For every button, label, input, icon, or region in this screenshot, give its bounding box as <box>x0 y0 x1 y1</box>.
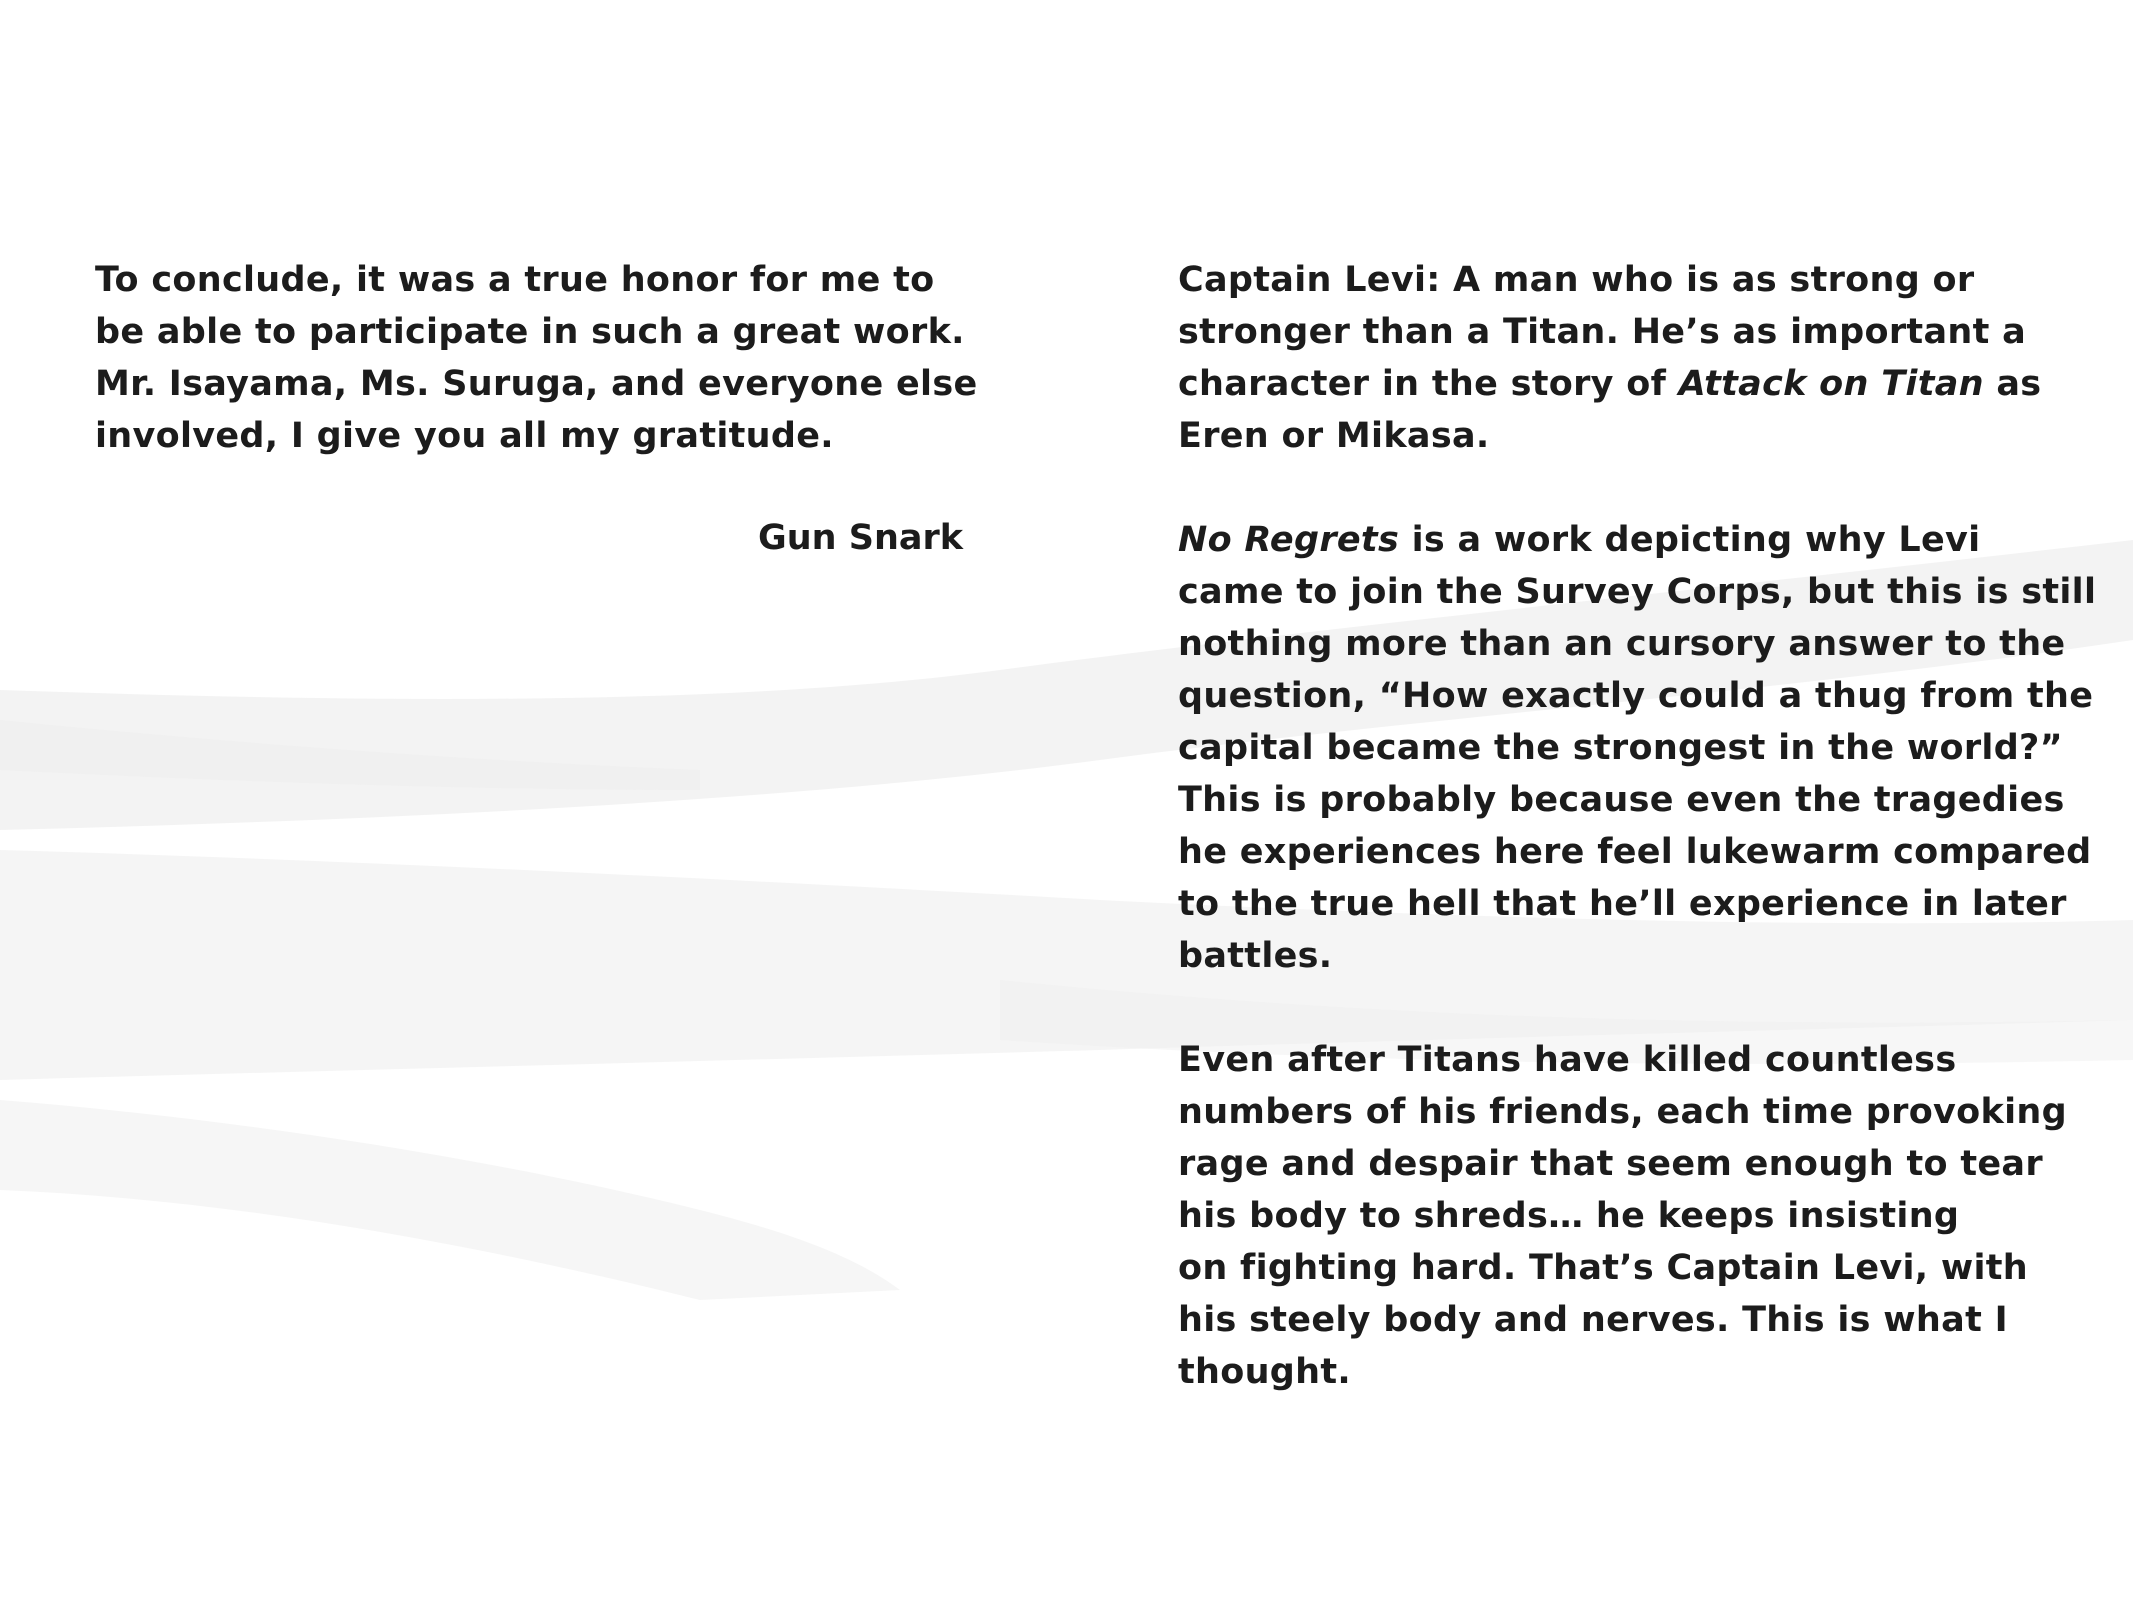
conclusion-paragraph <box>95 254 995 462</box>
text-line: nothing more than an cursory answer to the <box>1178 624 2066 664</box>
text-segment: is a work depicting why Levi <box>1399 520 1981 560</box>
left-column <box>95 254 995 462</box>
text-line: his body to shreds… he keeps insisting <box>1178 1196 1960 1236</box>
text-line <box>1178 358 2098 410</box>
text-line: Captain Levi: A man who is as strong or <box>1178 260 1975 300</box>
text-line: he experiences here feel lukewarm compared <box>1178 832 2092 872</box>
text-line: Even after Titans have killed countless <box>1178 1040 1957 1080</box>
text-line: rage and despair that seem enough to tear <box>1178 1144 2043 1184</box>
text-line: thought. <box>1178 1352 1352 1392</box>
text-line: This is probably because even the tragedies <box>1178 780 2065 820</box>
text-line: numbers of his friends, each time provoking <box>1178 1092 2067 1132</box>
no-regrets-paragraph <box>1178 514 2098 982</box>
text-line <box>1178 514 2098 566</box>
text-line: involved, I give you all my gratitude. <box>95 416 834 456</box>
text-line: on fighting hard. That’s Captain Levi, with <box>1178 1248 2029 1288</box>
text-line: his steely body and nerves. This is what I <box>1178 1300 2008 1340</box>
paragraph-gap <box>1178 982 2098 1034</box>
series-title: Attack on Titan <box>1678 364 1984 404</box>
text-line: Eren or Mikasa. <box>1178 416 1490 456</box>
text-line: battles. <box>1178 936 1333 976</box>
text-line: To conclude, it was a true honor for me to <box>95 260 935 300</box>
author-signature: Gun Snark <box>758 518 964 558</box>
paragraph-gap <box>1178 462 2098 514</box>
text-line: question, “How exactly could a thug from the <box>1178 676 2094 716</box>
right-column <box>1178 254 2098 1398</box>
text-line: to the true hell that he’ll experience in later <box>1178 884 2067 924</box>
text-line: came to join the Survey Corps, but this is still <box>1178 572 2097 612</box>
text-line: capital became the strongest in the world?” <box>1178 728 2063 768</box>
text-line: be able to participate in such a great work. <box>95 312 965 352</box>
levi-character-paragraph <box>1178 1034 2098 1398</box>
text-segment: character in the story of <box>1178 364 1679 404</box>
text-line: Mr. Isayama, Ms. Suruga, and everyone else <box>95 364 978 404</box>
text-line: stronger than a Titan. He’s as important a <box>1178 312 2027 352</box>
text-segment: as <box>1983 364 2042 404</box>
work-title: No Regrets <box>1178 520 1400 560</box>
levi-intro-paragraph <box>1178 254 2098 462</box>
